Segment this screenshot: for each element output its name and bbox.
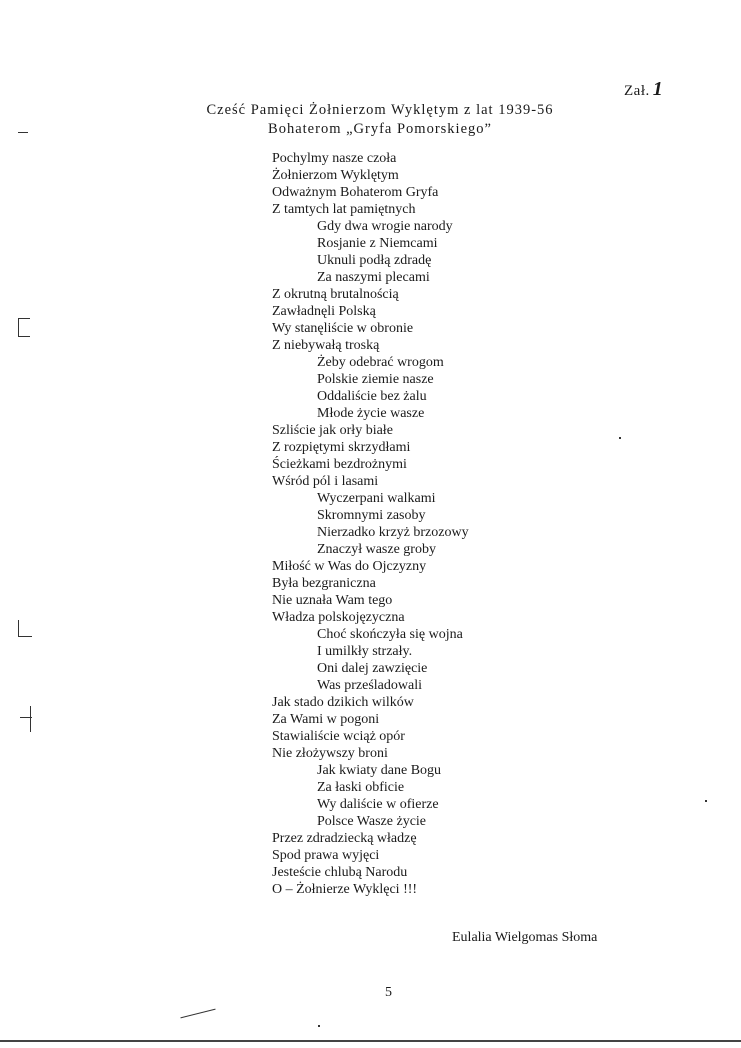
poem-line: Jak stado dzikich wilków <box>272 695 414 710</box>
poem-line: Choć skończyła się wojna <box>317 627 463 642</box>
poem-line: Stawialiście wciąż opór <box>272 729 405 744</box>
poem-line: Wśród pól i lasami <box>272 474 379 489</box>
margin-mark <box>18 336 30 337</box>
scan-speck <box>318 1025 320 1027</box>
poem-line: Nierzadko krzyż brzozowy <box>317 525 469 540</box>
poem-line: Nie złożywszy broni <box>272 746 388 761</box>
title-line-1: Cześć Pamięci Żołnierzom Wyklętym z lat 1939-56 <box>206 102 554 118</box>
annex-label <box>624 78 663 101</box>
poem-line: Miłość w Was do Ojczyzny <box>272 559 427 574</box>
scan-speck <box>705 800 707 802</box>
margin-mark <box>18 318 30 319</box>
poem-line: Wy daliście w ofierze <box>317 797 439 812</box>
margin-mark <box>30 706 31 732</box>
annex-text: Zał. <box>624 83 650 99</box>
poem-line: Żeby odebrać wrogom <box>317 355 444 370</box>
poem-line: Oni dalej zawzięcie <box>317 661 428 676</box>
scan-speck <box>619 437 621 439</box>
poem-line: Władza polskojęzyczna <box>272 610 405 625</box>
poem-line: Polsce Wasze życie <box>317 814 427 829</box>
poem-line: Za łaski obficie <box>317 780 405 795</box>
poem-line: Młode życie wasze <box>317 406 425 421</box>
poem-line: Znaczył wasze groby <box>317 542 436 557</box>
poem-line: Rosjanie z Niemcami <box>317 236 438 251</box>
scan-speck <box>180 1009 215 1019</box>
poem-line: Ścieżkami bezdrożnymi <box>272 457 407 472</box>
poem-line: Żołnierzom Wyklętym <box>272 168 399 183</box>
poem-line: Z rozpiętymi skrzydłami <box>272 440 411 455</box>
poem-line: Z niebywałą troską <box>272 338 380 353</box>
poem-line: Przez zdradziecką władzę <box>272 831 417 846</box>
poem-line: Skromnymi zasoby <box>317 508 426 523</box>
title-line-2: Bohaterom „Gryfa Pomorskiego” <box>268 120 492 137</box>
poem-line: O – Żołnierze Wyklęci !!! <box>272 882 418 897</box>
poem-line: Była bezgraniczna <box>272 576 376 591</box>
poem-line: Za naszymi plecami <box>317 270 430 285</box>
page-bottom-edge <box>0 1040 741 1042</box>
poem-line: Wy stanęliście w obronie <box>272 321 414 336</box>
poem-line: Was prześladowali <box>317 678 422 693</box>
poem-line: Pochylmy nasze czoła <box>272 151 397 166</box>
poem-body <box>272 150 469 898</box>
poem-title <box>200 101 560 138</box>
poem-line: Wyczerpani walkami <box>317 491 436 506</box>
annex-number: 1 <box>652 78 664 100</box>
poem-line: Uknuli podłą zdradę <box>317 253 432 268</box>
poem-line: Szliście jak orły białe <box>272 423 393 438</box>
poem-line: Spod prawa wyjęci <box>272 848 380 863</box>
margin-mark <box>18 132 28 133</box>
margin-mark <box>20 717 32 718</box>
poem-line: Odważnym Bohaterom Gryfa <box>272 185 439 200</box>
author-signature: Eulalia Wielgomas Słoma <box>452 930 598 945</box>
poem-line: Polskie ziemie nasze <box>317 372 434 387</box>
margin-mark <box>18 636 32 637</box>
poem-line: Gdy dwa wrogie narody <box>317 219 453 234</box>
poem-line: Nie uznała Wam tego <box>272 593 393 608</box>
poem-line: Za Wami w pogoni <box>272 712 380 727</box>
poem-line: Jak kwiaty dane Bogu <box>317 763 442 778</box>
margin-mark <box>18 620 19 636</box>
margin-mark <box>18 318 19 336</box>
poem-line: Z okrutną brutalnością <box>272 287 399 302</box>
poem-line: Jesteście chlubą Narodu <box>272 865 408 880</box>
poem-line: Z tamtych lat pamiętnych <box>272 202 416 217</box>
poem-line: Zawładnęli Polską <box>272 304 376 319</box>
poem-line: Oddaliście bez żalu <box>317 389 427 404</box>
page-number: 5 <box>385 985 392 1000</box>
poem-line: I umilkły strzały. <box>317 644 413 659</box>
